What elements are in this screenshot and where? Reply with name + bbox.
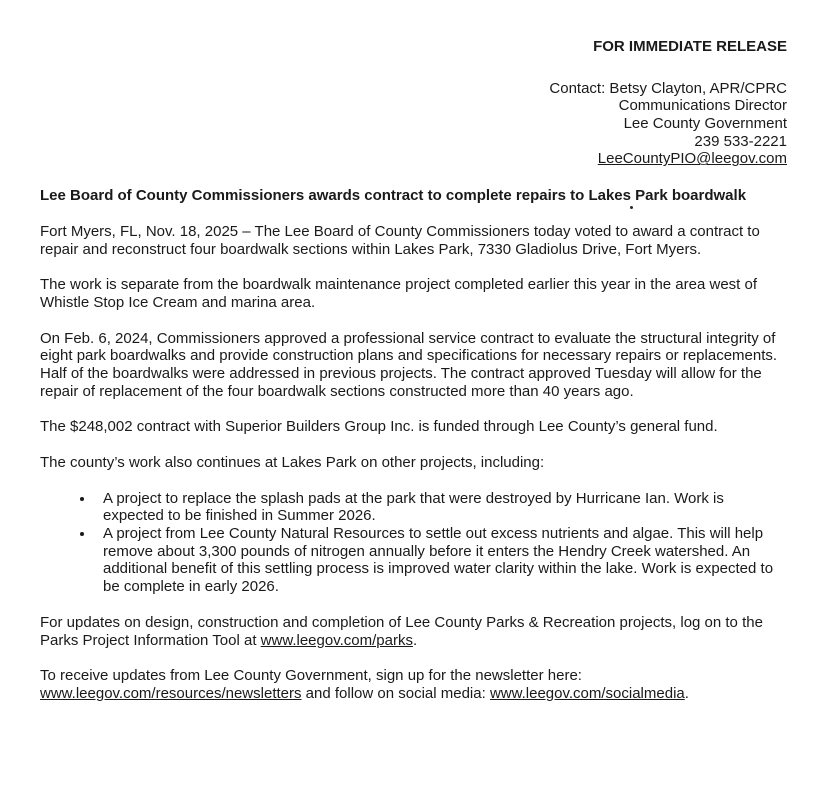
parks-link[interactable]: www.leegov.com/parks bbox=[260, 631, 413, 649]
paragraph-contract-history: On Feb. 6, 2024, Commissioners approved a professional service contract to evaluate the structural integrity of eight park boardwalks and provide construction plans and specifications for necessary repairs or replacements. Half of the boardwalks were addressed in previous projects. The contract approved Tuesday will allow for the repair of replacement of the four boardwalk sections constructed more than 40 years ago. bbox=[40, 329, 778, 400]
paragraph-separate-work: The work is separate from the boardwalk maintenance project completed earlier this year in the area west of Whistle Stop Ice Cream and marina area. bbox=[40, 276, 758, 311]
contact-phone-line: 239 533-2221 bbox=[694, 132, 787, 150]
bullet-item-natural-resources bbox=[95, 525, 787, 596]
contact-org-line: Lee County Government bbox=[623, 115, 787, 133]
parks-paragraph-text: For updates on design, construction and completion of Lee County Parks & Recreation projects, log on to the Parks Project Information Tool at bbox=[40, 613, 763, 649]
paragraph-other-projects-intro: The county’s work also continues at Lakes Park on other projects, including: bbox=[40, 454, 545, 471]
social-media-link[interactable]: www.leegov.com/socialmedia bbox=[489, 684, 685, 702]
bullet-item-text: A project from Lee County Natural Resources to settle out excess nutrients and algae. This will help remove about 3,300 pounds of nitrogen annually before it enters the Hendry Creek watershed. An additional benefit of this settling process is improved water clarity within the lake. Work is expected to be complete in early 2026. bbox=[103, 525, 774, 596]
contact-block bbox=[40, 80, 787, 168]
parks-paragraph-period: . bbox=[412, 631, 418, 649]
newsletter-paragraph-middle: and follow on social media: bbox=[301, 684, 490, 702]
bullet-item-splash-pads bbox=[95, 490, 787, 525]
paragraph-dateline: Fort Myers, FL, Nov. 18, 2025 – The Lee Board of County Commissioners today voted to award a contract to repair and reconstruct four boardwalk sections within Lakes Park, 7330 Gladiolus Drive, Fort Myers. bbox=[40, 222, 760, 258]
newsletter-paragraph-period: . bbox=[684, 684, 689, 702]
newsletter-paragraph-text: To receive updates from Lee County Government, sign up for the newsletter here: bbox=[40, 667, 582, 685]
paragraph-funding: The $248,002 contract with Superior Builders Group Inc. is funded through Lee County’s general fund. bbox=[40, 418, 718, 436]
paragraph-parks-updates bbox=[40, 614, 787, 649]
document-header bbox=[40, 38, 787, 168]
newsletter-link[interactable]: www.leegov.com/resources/newsletters bbox=[40, 684, 302, 702]
contact-email-link[interactable]: LeeCountyPIO@leegov.com bbox=[597, 150, 787, 168]
contact-title-line: Communications Director bbox=[618, 97, 787, 115]
headline: Lee Board of County Commissioners awards contract to complete repairs to Lakes Park boardwalk bbox=[40, 187, 747, 205]
release-label: FOR IMMEDIATE RELEASE bbox=[593, 38, 787, 55]
projects-bullet-list bbox=[40, 490, 787, 596]
bullet-item-text: A project to replace the splash pads at the park that were destroyed by Hurricane Ian. Work is expected to be finished in Summer 2026. bbox=[103, 489, 724, 525]
contact-name-line: Contact: Betsy Clayton, APR/CPRC bbox=[549, 79, 787, 97]
paragraph-newsletter bbox=[40, 667, 787, 702]
scan-artifact-dot bbox=[630, 206, 633, 209]
